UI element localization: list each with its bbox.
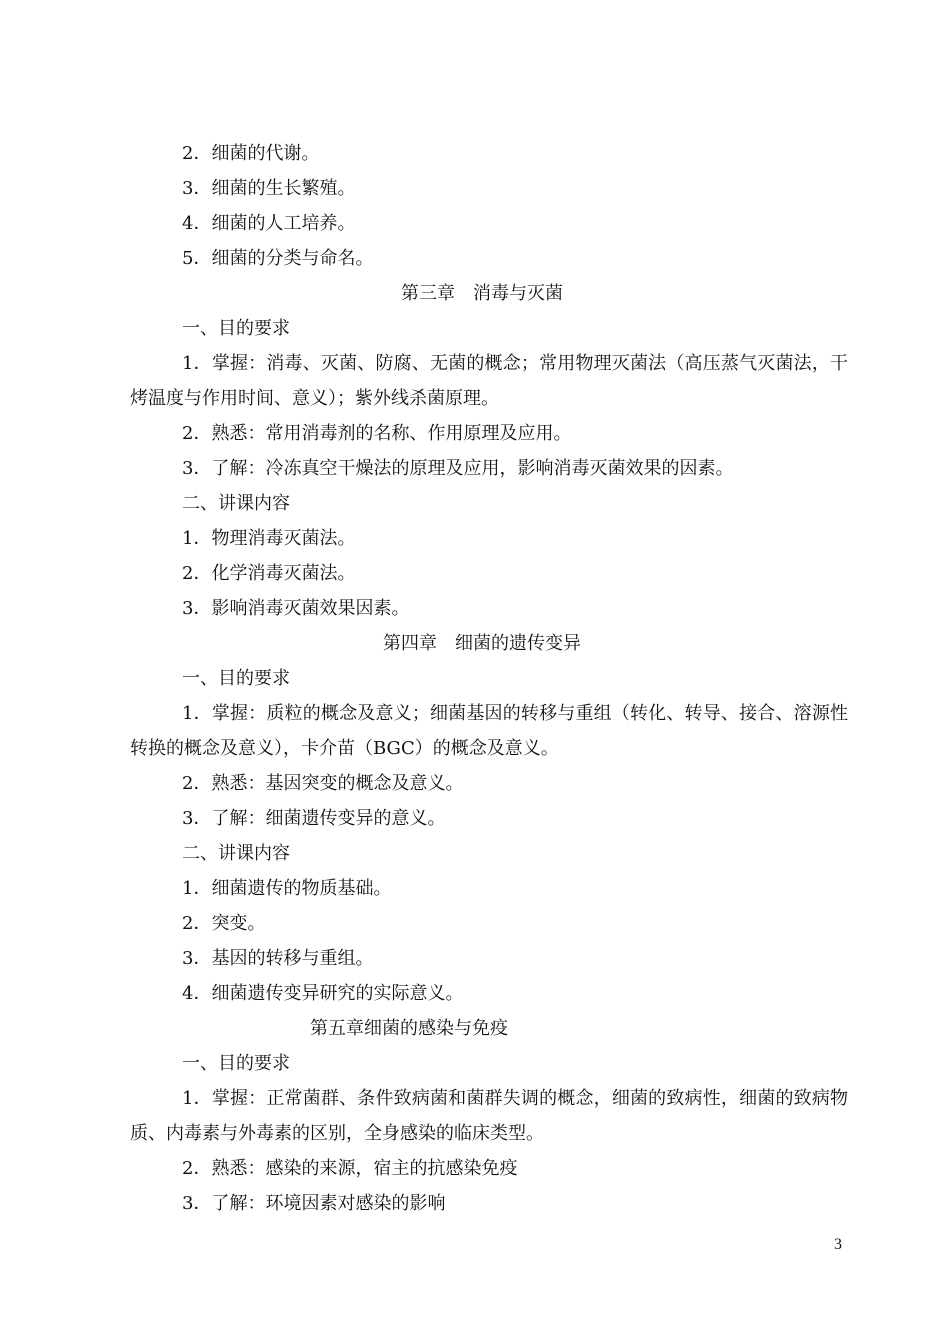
- list-item: 4．细菌的人工培养。: [182, 213, 356, 234]
- list-item: 2．细菌的代谢。: [182, 143, 320, 164]
- list-item: 1．细菌遗传的物质基础。: [182, 878, 392, 899]
- list-item: 5．细菌的分类与命名。: [182, 248, 374, 269]
- chapter-title: 第四章 细菌的遗传变异: [383, 633, 581, 654]
- list-item: 3．了解：环境因素对感染的影响: [182, 1193, 446, 1214]
- list-item: 3．了解：细菌遗传变异的意义。: [182, 808, 446, 829]
- paragraph: 1．掌握：正常菌群、条件致病菌和菌群失调的概念，细菌的致病性，细菌的致病物质、内毒素与外毒素的区别，全身感染的临床类型。: [130, 1088, 848, 1144]
- paragraph: 1．掌握：质粒的概念及意义；细菌基因的转移与重组（转化、转导、接合、溶源性转换的概念及意义），卡介苗（BGC）的概念及意义。: [130, 703, 848, 759]
- list-item: 2．突变。: [182, 913, 266, 934]
- paragraph: 1．掌握：消毒、灭菌、防腐、无菌的概念；常用物理灭菌法（高压蒸气灭菌法，干烤温度与作用时间、意义）；紫外线杀菌原理。: [130, 353, 848, 409]
- section-heading: 一、目的要求: [182, 1053, 290, 1074]
- page-content: [130, 136, 848, 1221]
- list-item: 1．物理消毒灭菌法。: [182, 528, 356, 549]
- section-heading: 一、目的要求: [182, 668, 290, 689]
- section-heading: 二、讲课内容: [182, 843, 290, 864]
- list-item: 2．熟悉：基因突变的概念及意义。: [182, 773, 464, 794]
- list-item: 4．细菌遗传变异研究的实际意义。: [182, 983, 464, 1004]
- list-item: 3．影响消毒灭菌效果因素。: [182, 598, 410, 619]
- chapter-title: 第三章 消毒与灭菌: [401, 283, 563, 304]
- page-number: 3: [834, 1236, 842, 1253]
- list-item: 3．了解：冷冻真空干燥法的原理及应用，影响消毒灭菌效果的因素。: [182, 458, 734, 479]
- section-heading: 二、讲课内容: [182, 493, 290, 514]
- list-item: 2．熟悉：常用消毒剂的名称、作用原理及应用。: [182, 423, 572, 444]
- list-item: 3．基因的转移与重组。: [182, 948, 374, 969]
- list-item: 2．化学消毒灭菌法。: [182, 563, 356, 584]
- section-heading: 一、目的要求: [182, 318, 290, 339]
- chapter-title: 第五章细菌的感染与免疫: [310, 1018, 508, 1039]
- list-item: 2．熟悉：感染的来源，宿主的抗感染免疫: [182, 1158, 518, 1179]
- list-item: 3．细菌的生长繁殖。: [182, 178, 356, 199]
